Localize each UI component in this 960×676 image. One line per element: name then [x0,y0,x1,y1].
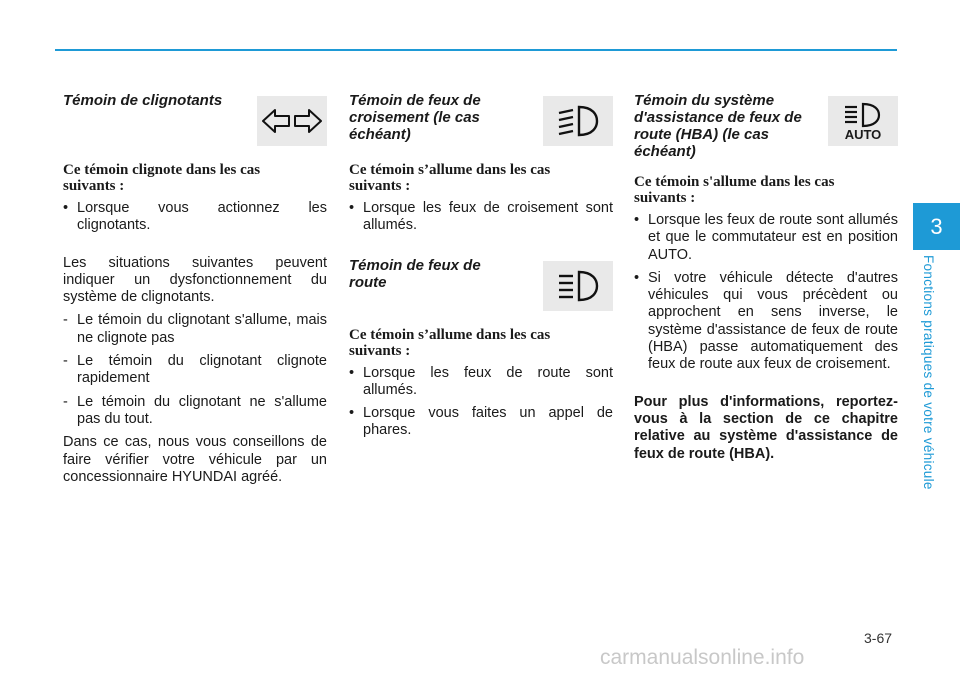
column-turn-signal [63,92,327,492]
column-hba [634,92,898,469]
list-item: - Le témoin du clignotant ne s'allume pas du tout. [63,393,327,427]
list-item: • Lorsque les feux de route sont allumés et que le commutateur est en position AUTO. [634,212,898,263]
info-note: Pour plus d'informations, reportez-vous à la section de ce chapitre relative au système d'assistance de feux de route (HBA). [634,393,898,462]
section-subtitle: Ce témoin clignote dans les cas suivants : [63,162,261,194]
list-item: • Si votre véhicule détecte d'autres véhicules qui vous précèdent ou approchent en sens inverse, le système d'assistance de feux de route (HBA) passe automatiquement des feux de route aux feux de croisement. [634,269,898,373]
list-item: - Le témoin du clignotant clignote rapidement [63,353,327,387]
paragraph: Les situations suivantes peuvent indiquer un dysfonctionnement du système de clignotants. [63,254,327,306]
auto-high-beam-icon [828,96,898,146]
chapter-title: Fonctions pratiques de votre véhicule [921,255,936,490]
section-title: Témoin de feux de croisement (le cas échéant) [349,92,481,143]
header-rule [55,49,897,51]
section-subtitle: Ce témoin s’allume dans les cas suivants : [349,162,551,194]
list-item: • Lorsque les feux de croisement sont allumés. [349,200,613,234]
low-beam-icon [543,96,613,146]
watermark: carmanualsonline.info [600,646,805,669]
list-item: • Lorsque vous faites un appel de phares. [349,405,613,439]
section-subtitle: Ce témoin s'allume dans les cas suivants : [634,174,835,206]
list-item: • Lorsque les feux de route sont allumés. [349,364,613,398]
section-title: Témoin de clignotants [63,92,223,109]
list-item: - Le témoin du clignotant s'allume, mais ne clignote pas [63,312,327,346]
paragraph: Dans ce cas, nous vous conseillons de faire vérifier votre véhicule par un concessionnaire HYUNDAI agréé. [63,434,327,485]
chapter-tab: 3 [913,203,960,250]
section-title: Témoin du système d'assistance de feux de route (HBA) (le cas échéant) [634,92,802,160]
section-subtitle: Ce témoin s’allume dans les cas suivants : [349,326,551,359]
page-number: 3-67 [864,630,893,646]
turn-signal-arrows-icon [257,96,327,146]
list-item: • Lorsque vous actionnez les clignotants. [63,200,327,234]
high-beam-icon [543,261,613,311]
section-title: Témoin de feux de route [349,256,481,291]
column-low-high-beam [349,92,613,446]
auto-label: AUTO [844,126,882,142]
